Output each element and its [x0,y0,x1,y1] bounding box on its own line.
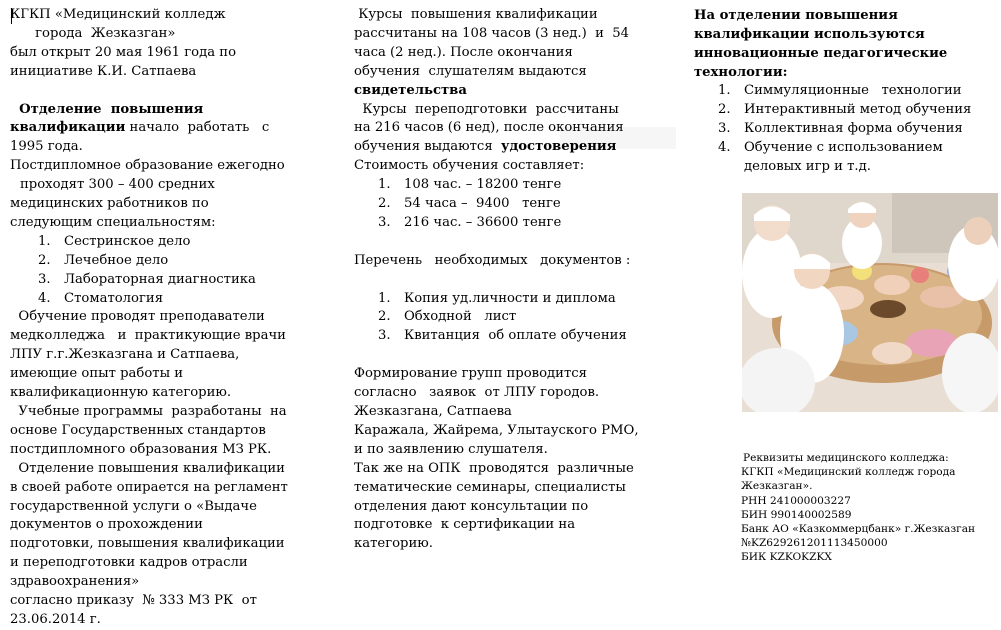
requisites-line: Жезказган». [741,480,813,493]
documents-label: Перечень необходимых документов : [354,252,631,268]
issued-text: обучения выдаются [354,139,502,155]
list-number: 3. [38,271,51,287]
paragraph-line: в своей работе опирается на регламент [10,479,288,495]
list-number: 1. [378,177,391,193]
paragraph-line: 23.06.2014 г. [10,611,101,627]
paragraph-line: Курсы переподготовки рассчитаны [354,101,619,117]
list-number: 2. [718,101,731,117]
list-item [10,290,310,309]
list-number: 2. [378,196,391,212]
list-text: Стоматология [64,290,164,306]
paragraph-line: основе Государственных стандартов [10,422,266,438]
paragraph-line: Курсы повышения квалификации [354,7,598,22]
paragraph-line: подготовке к сертификации на [354,517,576,533]
paragraph-line: Постдипломное образование ежегодно [10,158,285,174]
list-text: Коллективная форма обучения [744,120,963,136]
paragraph-line: Жезказгана, Сатпаева [354,403,512,419]
list-number: 1. [378,290,391,306]
paragraph-line [354,138,674,157]
specialties-list [10,233,310,309]
column-middle [354,6,674,554]
documents-list [354,290,674,347]
list-text: Сестринское дело [64,233,191,249]
dept-title-bold: квалификации [10,120,126,136]
cost-label: Стоимость обучения составляет: [354,158,585,174]
requisites-line: КГКП «Медицинский колледж города [741,466,956,479]
list-text: 54 часа – 9400 тенге [404,196,561,212]
list-number: 1. [718,83,731,98]
column-left [10,6,310,630]
requisites-line: Банк АО «Казкоммерцбанк» г.Жезказган [741,523,976,536]
list-item [354,290,674,309]
paragraph-line: проходят 300 – 400 средних [20,177,215,193]
tech-heading-line: На отделении повышения [694,8,898,23]
list-number: 2. [378,309,391,325]
college-line-1: КГКП «Медицинский колледж [10,7,226,22]
requisites-line: БИН 990140002589 [741,508,852,521]
list-number: 4. [718,139,731,155]
list-number: 3. [718,120,731,136]
paragraph-line: 1995 года. [10,139,83,155]
list-text: Интерактивный метод обучения [744,101,972,117]
paragraph-line: документов о прохождении [10,517,203,533]
list-number: 3. [378,214,391,230]
tech-heading-line: технологии: [694,65,788,80]
list-item [354,176,674,195]
paragraph-line: отделения дают консультации по [354,498,589,514]
paragraph-line: медицинских работников по [10,196,209,212]
diploma-bold: удостоверения [501,139,617,155]
requisites-line: РНН 241000003227 [741,494,851,507]
paragraph-line: следующим специальностям: [10,214,216,230]
list-text: 108 час. – 18200 тенге [404,177,562,193]
list-item [354,327,674,346]
list-item [354,308,674,327]
requisites-line: БИК KZKOKZKX [741,551,832,564]
training-photo [742,193,998,412]
list-text: Симмуляционные технологии [744,83,962,98]
list-item [694,101,994,120]
list-item [694,82,994,101]
paragraph-line: рассчитаны на 108 часов (3 нед.) и 54 [354,25,630,41]
paragraph-line: часа (2 нед.). После окончания [354,44,573,60]
list-text: Лечебное дело [64,252,169,268]
paragraph-line: Каражала, Жайрема, Улытауского РМО, [354,422,639,438]
list-number: 1. [38,233,51,249]
paragraph-line: здравоохранения» [10,574,140,590]
paragraph-line: Формирование групп проводится [354,366,587,382]
list-text: Квитанция об оплате обучения [404,328,627,344]
college-line-2: города Жезказган» [10,25,176,41]
paragraph-line: медколледжа и практикующие врачи [10,328,286,344]
paragraph-line: и переподготовки кадров отрасли [10,555,248,571]
dept-title-line-2 [10,119,310,138]
list-text: 216 час. – 36600 тенге [404,214,562,230]
paragraph-line: имеющие опыт работы и [10,366,184,382]
list-item [10,252,310,271]
tech-heading-line: инновационные педагогические [694,46,948,61]
list-number: 4. [38,290,51,306]
list-item [10,233,310,252]
list-text: Обучение с использованием деловых игр и т.д. [744,139,943,174]
paragraph-line: на 216 часов (6 нед), после окончания [354,120,624,136]
list-text: Обходной лист [404,309,517,325]
paragraph-line: подготовки, повышения квалификации [10,536,285,552]
paragraph-line: обучения слушателям выдаются [354,63,587,79]
paragraph-line: Так же на ОПК проводятся различные [354,460,634,476]
list-number: 2. [38,252,51,268]
paragraph-line: ЛПУ г.г.Жезказгана и Сатпаева, [10,347,240,363]
list-item [354,214,674,233]
cost-list [354,176,674,233]
paragraph-line: государственной услуги о «Выдаче [10,498,257,514]
paragraph-line: категорию. [354,536,433,552]
requisites-line: №KZ629261201113450000 [741,537,888,550]
list-item [10,271,310,290]
paragraph-line: согласно приказу № 333 МЗ РК от [10,593,257,609]
list-text: Лабораторная диагностика [64,271,256,287]
paragraph-line: постдипломного образования МЗ РК. [10,441,272,457]
column-right [694,6,994,177]
list-item [354,195,674,214]
dept-title-tail: начало работать с [125,120,270,136]
list-number: 3. [378,328,391,344]
college-line-4: инициативе К.И. Сатпаева [10,63,197,79]
paragraph-line: согласно заявок от ЛПУ городов. [354,385,600,401]
paragraph-line: Учебные программы разработаны на [10,404,287,420]
paragraph-line: и по заявлению слушателя. [354,441,548,457]
dept-title-line: Отделение повышения [10,101,204,117]
certificate-bold: свидетельства [354,82,467,98]
tech-list [694,82,994,177]
paragraph-line: тематические семинары, специалисты [354,479,626,495]
tech-heading-line: квалификации используются [694,27,925,42]
list-item [694,139,994,177]
paragraph-line: квалификационную категорию. [10,385,232,401]
college-requisites [741,451,996,565]
college-line-3: был открыт 20 мая 1961 года по [10,44,237,60]
list-item [694,120,994,139]
list-text: Копия уд.личности и диплома [404,290,616,306]
paragraph-line: Отделение повышения квалификации [10,460,285,476]
requisites-title: Реквизиты медицинского колледжа: [743,452,949,464]
paragraph-line: Обучение проводят преподаватели [10,309,265,325]
